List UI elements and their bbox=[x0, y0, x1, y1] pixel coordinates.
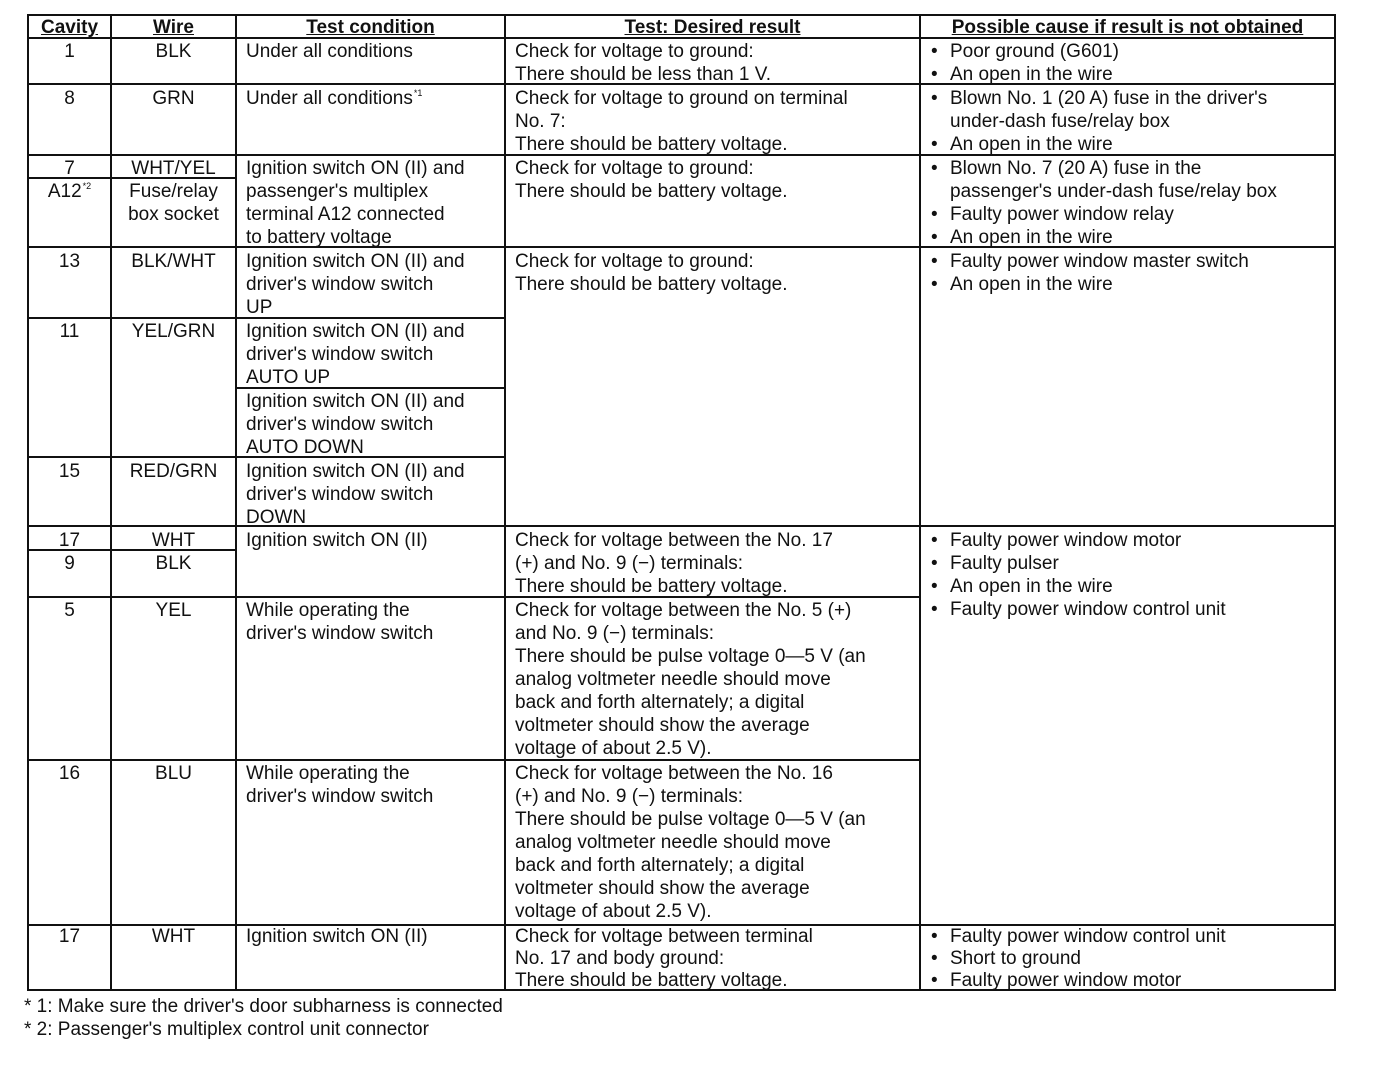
cavity-cell: 13 bbox=[58, 251, 81, 272]
condition-line: driver's window switch bbox=[246, 414, 434, 435]
wire-cell: RED/GRN bbox=[129, 461, 218, 482]
wire-cell: box socket bbox=[128, 204, 219, 225]
result-line: There should be battery voltage. bbox=[515, 576, 788, 597]
result-line: Check for voltage to ground: bbox=[515, 158, 754, 179]
bullet-icon: • bbox=[931, 553, 938, 574]
result-line: Check for voltage to ground on terminal bbox=[515, 88, 848, 109]
cause-line: Faulty power window master switch bbox=[950, 251, 1249, 272]
cavity-cell: 17 bbox=[58, 926, 81, 947]
header-possible-cause: Possible cause if result is not obtained bbox=[951, 17, 1304, 38]
cause-line: Blown No. 1 (20 A) fuse in the driver's bbox=[950, 88, 1268, 109]
result-line: (+) and No. 9 (−) terminals: bbox=[515, 786, 744, 807]
cavity-cell: 1 bbox=[64, 41, 75, 62]
cause-line: under-dash fuse/relay box bbox=[950, 111, 1170, 132]
bullet-icon: • bbox=[931, 88, 938, 109]
cavity-cell: 11 bbox=[59, 321, 80, 342]
header-wire: Wire bbox=[152, 17, 194, 38]
result-line: No. 7: bbox=[515, 111, 566, 132]
result-line: and No. 9 (−) terminals: bbox=[515, 623, 715, 644]
cavity-cell: 7 bbox=[64, 158, 75, 179]
cause-line: An open in the wire bbox=[950, 274, 1113, 295]
condition-line: driver's window switch bbox=[246, 344, 434, 365]
result-line: back and forth alternately; a digital bbox=[515, 692, 805, 713]
header-desired-result: Test: Desired result bbox=[624, 17, 801, 38]
header-test-condition: Test condition bbox=[306, 17, 435, 38]
footnote-ref: *1 bbox=[413, 88, 423, 98]
bullet-icon: • bbox=[931, 134, 938, 155]
condition-line: to battery voltage bbox=[246, 227, 392, 248]
cavity-cell: 5 bbox=[64, 600, 75, 621]
cavity-cell: 9 bbox=[64, 553, 75, 574]
result-line: (+) and No. 9 (−) terminals: bbox=[515, 553, 744, 574]
cause-line: Blown No. 7 (20 A) fuse in the bbox=[950, 158, 1202, 179]
result-line: There should be battery voltage. bbox=[515, 274, 788, 295]
result-line: Check for voltage between the No. 17 bbox=[515, 530, 833, 551]
cavity-cell: A12$^{*2}$ bbox=[47, 181, 92, 202]
bullet-icon: • bbox=[931, 576, 938, 597]
cause-line: Faulty power window motor bbox=[950, 970, 1182, 991]
cause-line: Faulty power window control unit bbox=[950, 926, 1226, 947]
bullet-icon: • bbox=[931, 227, 938, 248]
wire-cell: BLU bbox=[155, 763, 192, 784]
result-line: analog voltmeter needle should move bbox=[515, 832, 831, 853]
condition-line: Ignition switch ON (II) and bbox=[246, 321, 465, 342]
condition-line: Ignition switch ON (II) and bbox=[246, 461, 465, 482]
wire-cell: YEL/GRN bbox=[131, 321, 216, 342]
cause-line: passenger's under-dash fuse/relay box bbox=[950, 181, 1277, 202]
cause-line: Faulty power window control unit bbox=[950, 599, 1226, 620]
cause-line: An open in the wire bbox=[950, 227, 1113, 248]
bullet-icon: • bbox=[931, 970, 938, 991]
result-line: voltage of about 2.5 V). bbox=[515, 738, 712, 759]
result-line: Check for voltage to ground: bbox=[515, 41, 754, 62]
bullet-icon: • bbox=[931, 530, 938, 551]
result-line: There should be battery voltage. bbox=[515, 134, 788, 155]
cause-line: An open in the wire bbox=[950, 134, 1113, 155]
header-cavity: Cavity bbox=[40, 17, 99, 38]
result-line: Check for voltage to ground: bbox=[515, 251, 754, 272]
condition-line: Ignition switch ON (II) and bbox=[246, 391, 465, 412]
condition-line: While operating the bbox=[246, 763, 410, 784]
cause-line: Faulty pulser bbox=[950, 553, 1059, 574]
wire-cell: Fuse/relay bbox=[129, 181, 218, 202]
result-line: There should be pulse voltage 0—5 V (an bbox=[515, 809, 866, 830]
cavity-cell: 8 bbox=[64, 88, 75, 109]
condition-line: AUTO UP bbox=[246, 367, 331, 388]
condition-line: Under all conditions$^{*1}$ bbox=[246, 88, 423, 109]
cause-line: Poor ground (G601) bbox=[950, 41, 1119, 62]
result-line: back and forth alternately; a digital bbox=[515, 855, 805, 876]
condition-line: UP bbox=[246, 297, 273, 318]
result-line: voltage of about 2.5 V). bbox=[515, 901, 712, 922]
condition-line: Ignition switch ON (II) and bbox=[246, 251, 465, 272]
bullet-icon: • bbox=[931, 158, 938, 179]
cavity-cell: 16 bbox=[58, 763, 81, 784]
cavity-cell: 17 bbox=[58, 530, 81, 551]
condition-line: Ignition switch ON (II) and bbox=[246, 158, 465, 179]
result-line: voltmeter should show the average bbox=[515, 878, 810, 899]
condition-line: DOWN bbox=[246, 507, 307, 528]
condition-line: Ignition switch ON (II) bbox=[246, 926, 428, 947]
bullet-icon: • bbox=[931, 948, 938, 969]
wire-cell: BLK bbox=[155, 41, 192, 62]
condition-line: AUTO DOWN bbox=[246, 437, 364, 458]
cause-line: An open in the wire bbox=[950, 576, 1113, 597]
condition-line: Under all conditions bbox=[246, 41, 413, 62]
bullet-icon: • bbox=[931, 926, 938, 947]
footnote-1: * 1: Make sure the driver's door subharness is connected bbox=[24, 996, 503, 1017]
result-line: Check for voltage between terminal bbox=[515, 926, 813, 947]
condition-line: driver's window switch bbox=[246, 623, 434, 644]
cause-line: Faulty power window relay bbox=[950, 204, 1174, 225]
condition-line: terminal A12 connected bbox=[246, 204, 445, 225]
bullet-icon: • bbox=[931, 251, 938, 272]
result-line: Check for voltage between the No. 16 bbox=[515, 763, 833, 784]
condition-line: Ignition switch ON (II) bbox=[246, 530, 428, 551]
cavity-cell: 15 bbox=[58, 461, 81, 482]
bullet-icon: • bbox=[931, 204, 938, 225]
result-line: There should be pulse voltage 0—5 V (an bbox=[515, 646, 866, 667]
result-line: Check for voltage between the No. 5 (+) bbox=[515, 600, 852, 621]
result-line: voltmeter should show the average bbox=[515, 715, 810, 736]
cause-line: An open in the wire bbox=[950, 64, 1113, 85]
cause-line: Faulty power window motor bbox=[950, 530, 1182, 551]
footnote-2: * 2: Passenger's multiplex control unit connector bbox=[24, 1019, 429, 1040]
wire-cell: WHT bbox=[151, 530, 196, 551]
result-line: analog voltmeter needle should move bbox=[515, 669, 831, 690]
result-line: There should be battery voltage. bbox=[515, 181, 788, 202]
wire-cell: WHT/YEL bbox=[131, 158, 216, 179]
wire-cell: BLK bbox=[155, 553, 192, 574]
bullet-icon: • bbox=[931, 64, 938, 85]
bullet-icon: • bbox=[931, 274, 938, 295]
condition-line: driver's window switch bbox=[246, 274, 434, 295]
wire-cell: BLK/WHT bbox=[131, 251, 216, 272]
condition-line: While operating the bbox=[246, 600, 410, 621]
wire-cell: GRN bbox=[152, 88, 195, 109]
bullet-icon: • bbox=[931, 599, 938, 620]
result-line: There should be battery voltage. bbox=[515, 970, 788, 991]
result-line: There should be less than 1 V. bbox=[515, 64, 771, 85]
condition-line: passenger's multiplex bbox=[246, 181, 429, 202]
cause-line: Short to ground bbox=[950, 948, 1081, 969]
bullet-icon: • bbox=[931, 41, 938, 62]
result-line: No. 17 and body ground: bbox=[515, 948, 725, 969]
footnote-ref: *2 bbox=[82, 181, 92, 191]
wire-cell: WHT bbox=[151, 926, 196, 947]
condition-line: driver's window switch bbox=[246, 484, 434, 505]
condition-line: driver's window switch bbox=[246, 786, 434, 807]
wire-cell: YEL bbox=[155, 600, 192, 621]
